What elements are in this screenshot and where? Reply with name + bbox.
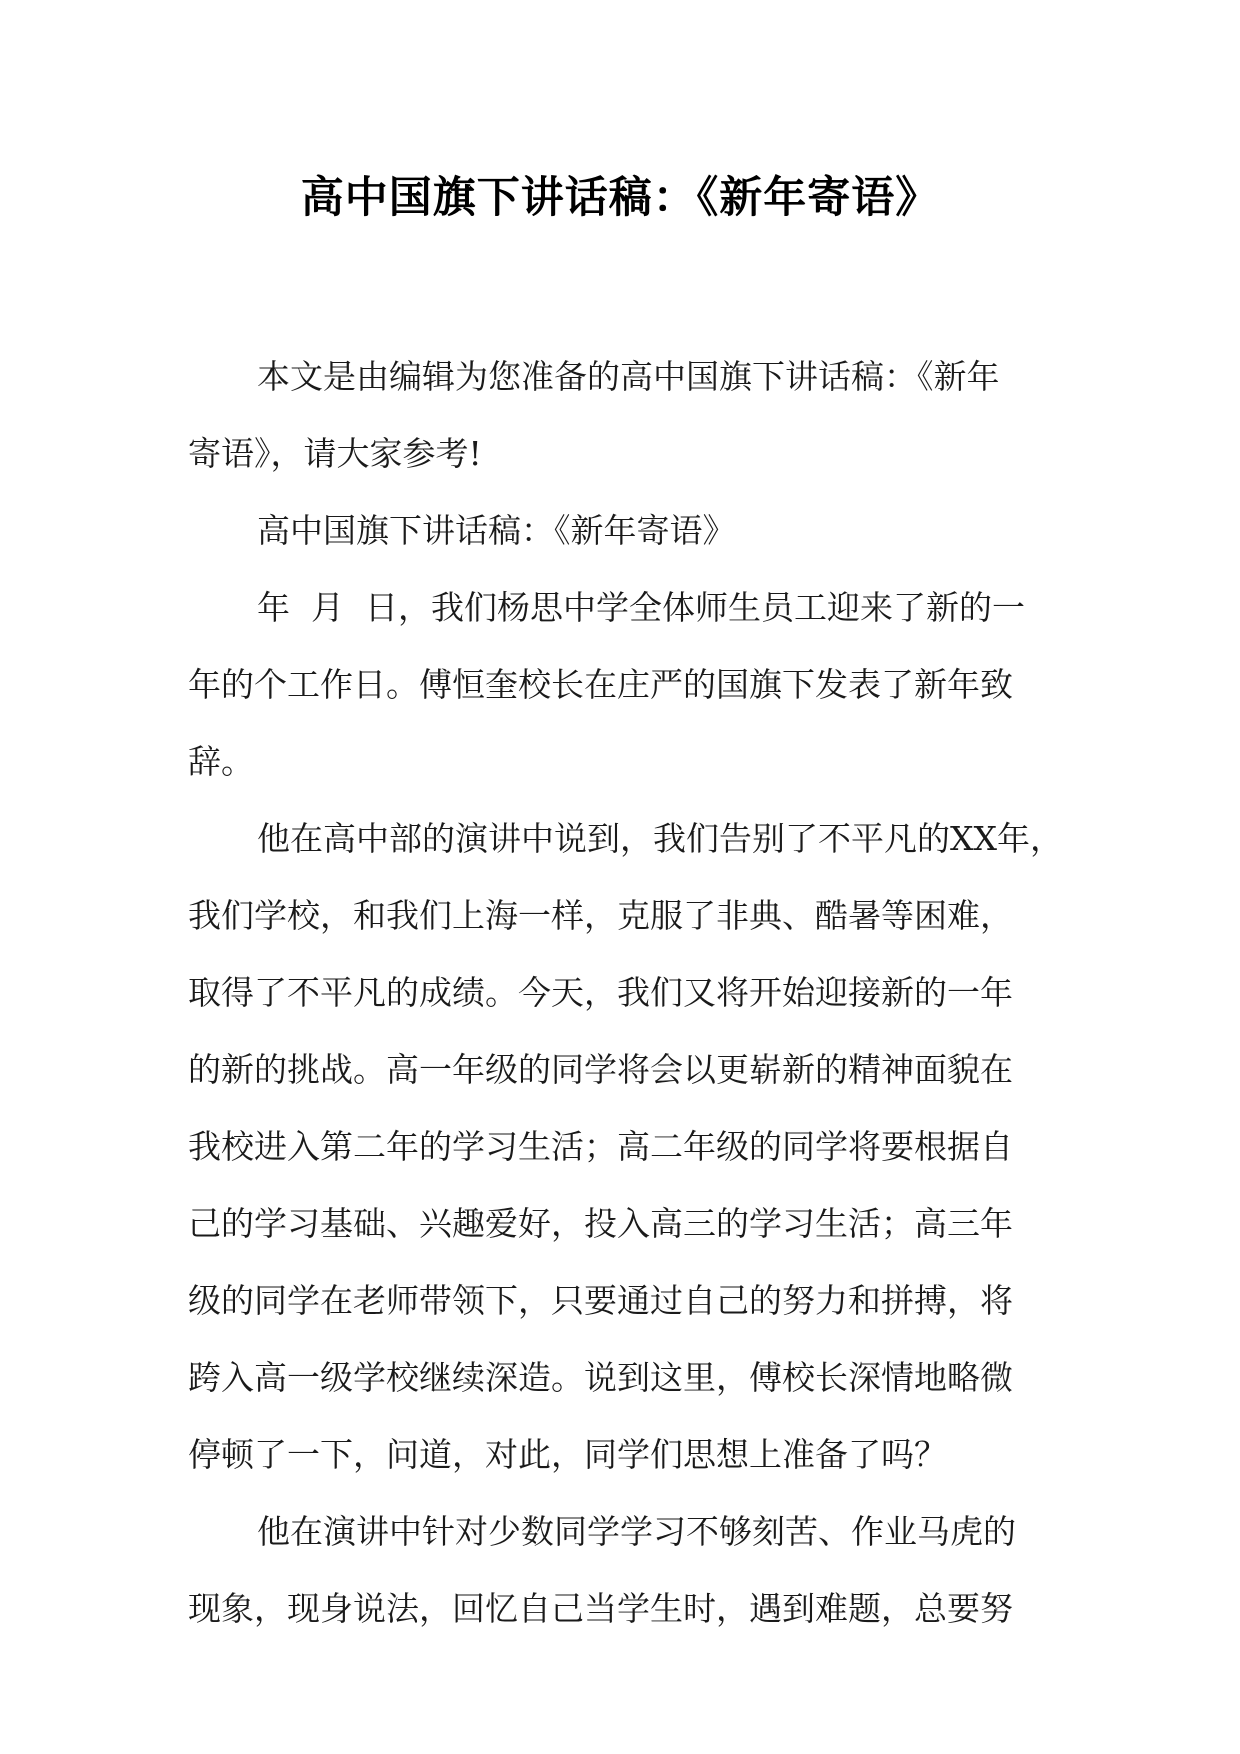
paragraph-line: 寄语》，请大家参考! xyxy=(188,434,482,473)
paragraph-line: 本文是由编辑为您准备的高中国旗下讲话稿：《新年 xyxy=(257,357,1000,396)
paragraph-line: 取得了不平凡的成绩。今天，我们又将开始迎接新的一年 xyxy=(188,973,1013,1012)
paragraph-line: 高中国旗下讲话稿：《新年寄语》 xyxy=(257,511,736,550)
paragraph-line: 我校进入第二年的学习生活；高二年级的同学将要根据自 xyxy=(188,1127,1013,1166)
paragraph-line: 年 月 日，我们杨思中学全体师生员工迎来了新的一 xyxy=(257,588,1025,627)
paragraph-line: 的新的挑战。高一年级的同学将会以更崭新的精神面貌在 xyxy=(188,1050,1013,1089)
paragraph-line: 他在演讲中针对少数同学学习不够刻苦、作业马虎的 xyxy=(257,1512,1016,1551)
paragraph-line: 跨入高一级学校继续深造。说到这里，傅校长深情地略微 xyxy=(188,1358,1013,1397)
paragraph-line: 己的学习基础、兴趣爱好，投入高三的学习生活；高三年 xyxy=(188,1204,1013,1243)
paragraph-line: 现象，现身说法，回忆自己当学生时，遇到难题，总要努 xyxy=(188,1589,1013,1628)
paragraph-line: 我们学校，和我们上海一样，克服了非典、酷暑等困难， xyxy=(188,896,1013,935)
document-title: 高中国旗下讲话稿：《新年寄语》 xyxy=(300,173,940,223)
document-body xyxy=(188,338,1063,1647)
paragraph-line: 级的同学在老师带领下，只要通过自己的努力和拼搏，将 xyxy=(188,1281,1013,1320)
paragraph-story xyxy=(188,1493,1058,1647)
paragraph-line: 年的个工作日。傅恒奎校长在庄严的国旗下发表了新年致 xyxy=(188,665,1013,704)
paragraph-speech xyxy=(188,800,1063,1493)
paragraph-subtitle xyxy=(188,492,1058,569)
paragraph-line: 辞。 xyxy=(188,742,254,781)
paragraph-line: 他在高中部的演讲中说到，我们告别了不平凡的XX年， xyxy=(257,819,1063,858)
paragraph-line: 停顿了一下，问道，对此，同学们思想上准备了吗？ xyxy=(188,1435,947,1474)
paragraph-date xyxy=(188,569,1058,800)
paragraph-intro xyxy=(188,338,1058,492)
